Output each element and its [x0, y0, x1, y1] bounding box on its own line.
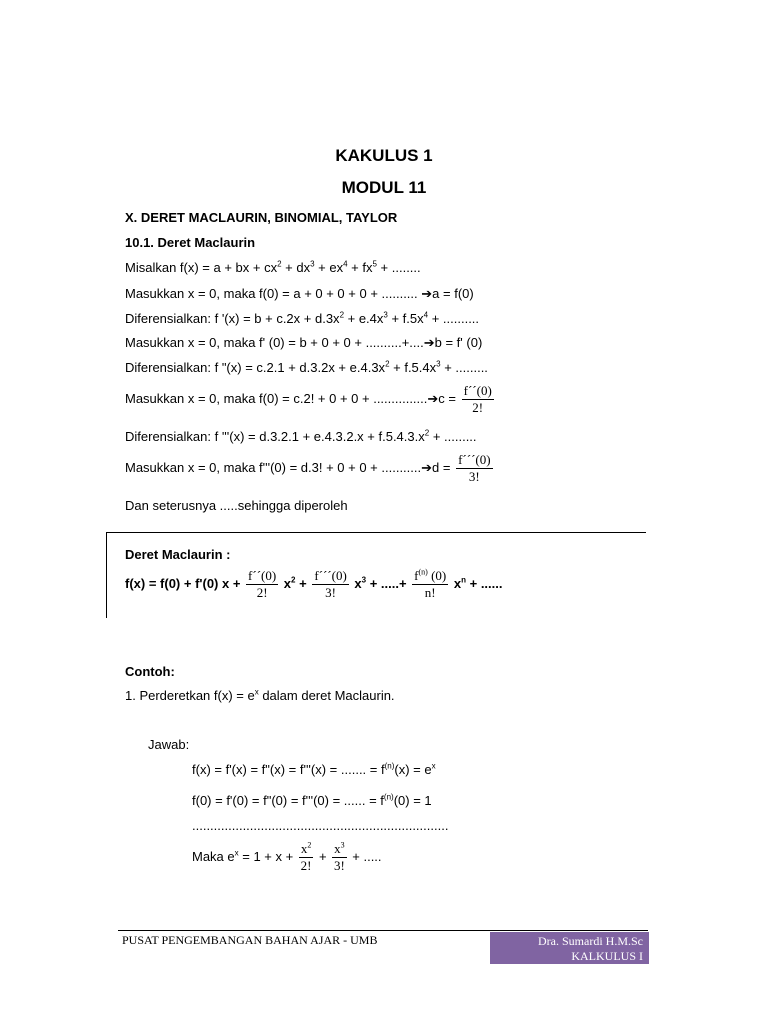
text: f(0) = f'(0) = f"(0) = f'''(0) = ...... = f [192, 793, 384, 808]
text: + ......... [440, 360, 488, 375]
superscript: 3 [340, 840, 345, 850]
text: f(x) = f'(x) = f"(x) = f'''(x) = ....... = f [192, 762, 385, 777]
text: Masukkan x = 0, maka f' (0) = b + 0 + 0 + ..........+.... [125, 335, 424, 350]
fraction [332, 842, 347, 873]
text: x [300, 841, 308, 856]
superscript: 3 [436, 359, 441, 369]
denominator: n! [424, 585, 436, 600]
text: + dx [281, 260, 311, 275]
equation-line-1 [125, 260, 421, 275]
equation-line-6 [125, 384, 496, 415]
equation-line-4 [125, 335, 482, 351]
footer-author-box [490, 932, 649, 964]
superscript: 2 [339, 310, 345, 320]
text: + [315, 848, 331, 864]
superscript: 3 [310, 259, 315, 269]
text: x [334, 841, 341, 856]
superscript: (n) [383, 792, 394, 802]
document-title: KAKULUS 1 [335, 146, 433, 165]
text: + ...... [466, 575, 503, 591]
superscript: 5 [372, 259, 377, 269]
numerator [412, 569, 448, 585]
footer-divider [118, 930, 648, 931]
text: f(x) = f(0) + f'(0) x + [125, 575, 245, 591]
text: Masukkan x = 0, maka f(0) = c.2! + 0 + 0 + ............... [125, 390, 428, 406]
numerator [299, 842, 314, 858]
fraction [462, 384, 494, 415]
text: = 1 + x + [238, 848, 297, 864]
numerator: f´´(0) [248, 568, 277, 583]
fraction [412, 569, 448, 600]
superscript: 2 [277, 259, 282, 269]
text: d = [432, 459, 455, 475]
superscript: 3 [361, 575, 367, 585]
right-arrow-icon: ➔ [421, 286, 433, 301]
denominator: 2! [256, 585, 268, 600]
text: Masukkan x = 0, maka f'''(0) = d.3! + 0 + 0 + ........... [125, 459, 422, 475]
footer-institution: PUSAT PENGEMBANGAN BAHAN AJAR - UMB [122, 933, 378, 947]
text: Diferensialkan: f "(x) = c.2.1 + d.3.2x + e.4.3x [125, 360, 386, 375]
subsection-heading: 10.1. Deret Maclaurin [125, 235, 256, 250]
equation-line-3 [125, 311, 479, 326]
denominator: 2! [472, 400, 484, 415]
text: (x) = e [394, 762, 432, 777]
denominator: 3! [333, 858, 345, 873]
text: f [414, 568, 419, 583]
answer-line-2 [192, 793, 432, 808]
text: + ex [314, 260, 344, 275]
text: dalam deret Maclaurin. [258, 688, 395, 703]
right-arrow-icon: ➔ [423, 335, 435, 350]
equation-line-8 [125, 453, 495, 484]
text: + ......... [429, 429, 477, 444]
footer-course: KALKULUS I [571, 949, 643, 963]
text: (0) = 1 [393, 793, 432, 808]
text: Misalkan f(x) = a + bx + cx [125, 260, 278, 275]
text: + [295, 575, 311, 591]
text: x [350, 575, 362, 591]
text: c = [438, 390, 460, 406]
text: + .......... [428, 311, 480, 326]
superscript: 4 [423, 310, 429, 320]
numerator [332, 842, 347, 858]
numerator: f´´(0) [463, 383, 492, 398]
formula-box-top-border [106, 532, 646, 533]
formula-label: Deret Maclaurin : [125, 547, 231, 562]
superscript: 4 [343, 259, 348, 269]
numerator: f´´´(0) [458, 452, 491, 467]
text: Maka e [192, 848, 235, 864]
denominator: 2! [300, 858, 312, 873]
superscript: x [254, 687, 259, 697]
superscript: 2 [385, 359, 390, 369]
text: a = f(0) [432, 286, 474, 301]
module-title: MODUL 11 [341, 178, 427, 197]
text: (0) [427, 568, 447, 583]
superscript: x [234, 848, 239, 858]
text: + fx [347, 260, 373, 275]
answer-line-1 [192, 762, 436, 777]
text: 1. Perderetkan f(x) = e [125, 688, 255, 703]
superscript: 2 [307, 840, 312, 850]
text: Diferensialkan: f '(x) = b + c.2x + d.3x [125, 311, 340, 326]
equation-line-5 [125, 360, 488, 375]
example-question [125, 688, 395, 703]
fraction [456, 453, 492, 484]
maclaurin-formula [125, 569, 503, 600]
fraction [246, 569, 278, 600]
fraction [299, 842, 314, 873]
superscript: x [431, 761, 436, 771]
numerator: f´´´(0) [314, 568, 347, 583]
text: + f.5x [387, 311, 424, 326]
fraction [312, 569, 348, 600]
text: + ........ [376, 260, 421, 275]
superscript: (n) [418, 567, 428, 577]
text: Diferensialkan: f '''(x) = d.3.2.1 + e.4.3.2.x + f.5.4.3.x [125, 429, 425, 444]
superscript: 3 [383, 310, 388, 320]
superscript: 2 [424, 428, 430, 438]
example-heading: Contoh: [125, 664, 175, 679]
answer-line-3: ....................................................................... [192, 818, 449, 833]
text: b = f' (0) [434, 335, 483, 350]
answer-label: Jawab: [148, 737, 190, 752]
superscript: n [461, 575, 466, 585]
superscript: 2 [291, 575, 296, 585]
answer-result [192, 842, 382, 873]
text: x [450, 575, 462, 591]
text: + f.5.4x [389, 360, 437, 375]
denominator: 3! [468, 469, 480, 484]
equation-line-7 [125, 429, 477, 444]
right-arrow-icon: ➔ [421, 459, 433, 475]
right-arrow-icon: ➔ [427, 390, 439, 406]
formula-box-left-border [106, 532, 107, 618]
superscript: (n) [384, 761, 395, 771]
text: + .....+ [366, 575, 411, 591]
text: x [280, 575, 292, 591]
text: Masukkan x = 0, maka f(0) = a + 0 + 0 + 0 + .......... [125, 286, 422, 301]
section-heading: X. DERET MACLAURIN, BINOMIAL, TAYLOR [125, 210, 398, 225]
equation-line-9: Dan seterusnya .....sehingga diperoleh [125, 498, 348, 513]
text: + e.4x [344, 311, 384, 326]
text: + ..... [348, 848, 382, 864]
footer-author: Dra. Sumardi H.M.Sc [538, 934, 643, 948]
denominator: 3! [325, 585, 336, 600]
equation-line-2 [125, 286, 474, 302]
